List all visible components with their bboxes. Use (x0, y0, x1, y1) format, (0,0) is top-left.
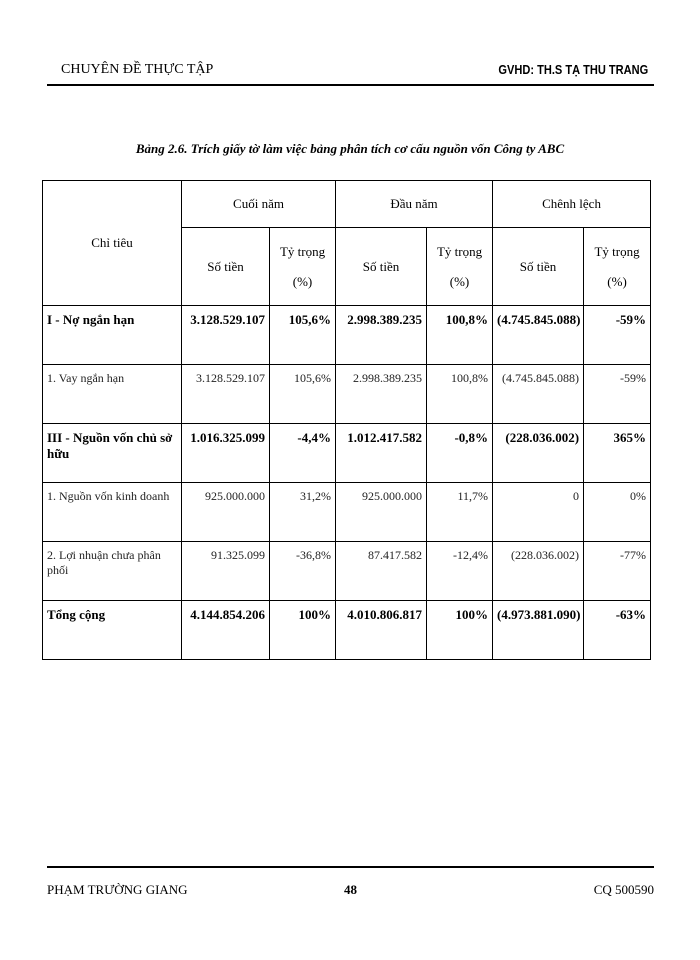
cell-chenhlech-sotien: (4.745.845.088) (493, 365, 584, 424)
cell-chenhlech-sotien: (228.036.002) (493, 542, 584, 601)
cell-daunam-tytrong: 100% (427, 601, 493, 660)
table-row-total (43, 601, 651, 660)
row-label: III - Nguồn vốn chủ sở hữu (43, 424, 182, 483)
table-row (43, 542, 651, 601)
header-tytrong-label: Tỷ trọng (594, 243, 640, 259)
cell-cuoinam-tytrong: 105,6% (270, 365, 336, 424)
cell-cuoinam-tytrong: 100% (270, 601, 336, 660)
header-tytrong (584, 228, 651, 306)
cell-cuoinam-sotien: 3.128.529.107 (182, 306, 270, 365)
table-row (43, 306, 651, 365)
page-footer (47, 880, 654, 904)
row-label: 1. Nguồn vốn kinh doanh (43, 483, 182, 542)
cell-chenhlech-sotien: (4.973.881.090) (493, 601, 584, 660)
header-chitieu: Chỉ tiêu (43, 181, 182, 306)
cell-daunam-tytrong: 100,8% (427, 365, 493, 424)
row-label: I - Nợ ngắn hạn (43, 306, 182, 365)
cell-cuoinam-sotien: 4.144.854.206 (182, 601, 270, 660)
row-label: 1. Vay ngắn hạn (43, 365, 182, 424)
cell-chenhlech-tytrong: -59% (584, 306, 651, 365)
footer-student-code: CQ 500590 (593, 882, 654, 897)
table-row (43, 483, 651, 542)
cell-daunam-tytrong: -12,4% (427, 542, 493, 601)
header-tytrong-label: Tỷ trọng (279, 243, 326, 259)
cell-daunam-sotien: 2.998.389.235 (336, 306, 427, 365)
cell-cuoinam-sotien: 3.128.529.107 (182, 365, 270, 424)
cell-cuoinam-sotien: 925.000.000 (182, 483, 270, 542)
cell-daunam-sotien: 4.010.806.817 (336, 601, 427, 660)
page-header (47, 58, 652, 84)
cell-chenhlech-tytrong: 365% (584, 424, 651, 483)
cell-chenhlech-tytrong: -63% (584, 601, 651, 660)
cell-chenhlech-tytrong: -59% (584, 365, 651, 424)
cell-cuoinam-tytrong: -4,4% (270, 424, 336, 483)
cell-cuoinam-tytrong: 31,2% (270, 483, 336, 542)
cell-chenhlech-tytrong: -77% (584, 542, 651, 601)
header-tytrong-unit: (%) (449, 273, 470, 289)
row-label: Tổng cộng (43, 601, 182, 660)
cell-daunam-tytrong: -0,8% (427, 424, 493, 483)
cell-chenhlech-sotien: 0 (493, 483, 584, 542)
cell-daunam-sotien: 1.012.417.582 (336, 424, 427, 483)
header-sotien: Số tiền (336, 228, 427, 306)
cell-daunam-sotien: 87.417.582 (336, 542, 427, 601)
cell-daunam-sotien: 2.998.389.235 (336, 365, 427, 424)
header-daunam: Đầu năm (336, 181, 493, 228)
header-tytrong-unit: (%) (607, 273, 627, 289)
header-chenhlech: Chênh lệch (493, 181, 651, 228)
cell-daunam-tytrong: 11,7% (427, 483, 493, 542)
cell-cuoinam-sotien: 91.325.099 (182, 542, 270, 601)
header-right-supervisor: GVHD: TH.S TẠ THU TRANG (498, 62, 648, 77)
footer-author: PHẠM TRƯỜNG GIANG (47, 882, 188, 897)
header-left-title: CHUYÊN ĐỀ THỰC TẬP (61, 62, 214, 77)
header-rule (47, 84, 654, 86)
header-sotien: Số tiền (493, 228, 584, 306)
header-tytrong (427, 228, 493, 306)
header-tytrong-label: Tỷ trọng (436, 243, 483, 259)
table-row (43, 365, 651, 424)
cell-chenhlech-sotien: (228.036.002) (493, 424, 584, 483)
footer-page-number: 48 (344, 882, 357, 897)
table-caption: Bảng 2.6. Trích giấy tờ làm việc bảng phân tích cơ cấu nguồn vốn Công ty ABC (135, 141, 565, 156)
header-tytrong (270, 228, 336, 306)
footer-rule (47, 866, 654, 868)
header-tytrong-unit: (%) (292, 273, 313, 289)
cell-cuoinam-sotien: 1.016.325.099 (182, 424, 270, 483)
capital-structure-table (42, 180, 651, 660)
cell-chenhlech-tytrong: 0% (584, 483, 651, 542)
table-row (43, 424, 651, 483)
row-label: 2. Lợi nhuận chưa phân phối (43, 542, 182, 601)
cell-cuoinam-tytrong: -36,8% (270, 542, 336, 601)
cell-daunam-sotien: 925.000.000 (336, 483, 427, 542)
cell-chenhlech-sotien: (4.745.845.088) (493, 306, 584, 365)
cell-cuoinam-tytrong: 105,6% (270, 306, 336, 365)
header-cuoinam: Cuối năm (182, 181, 336, 228)
header-sotien: Số tiền (182, 228, 270, 306)
cell-daunam-tytrong: 100,8% (427, 306, 493, 365)
